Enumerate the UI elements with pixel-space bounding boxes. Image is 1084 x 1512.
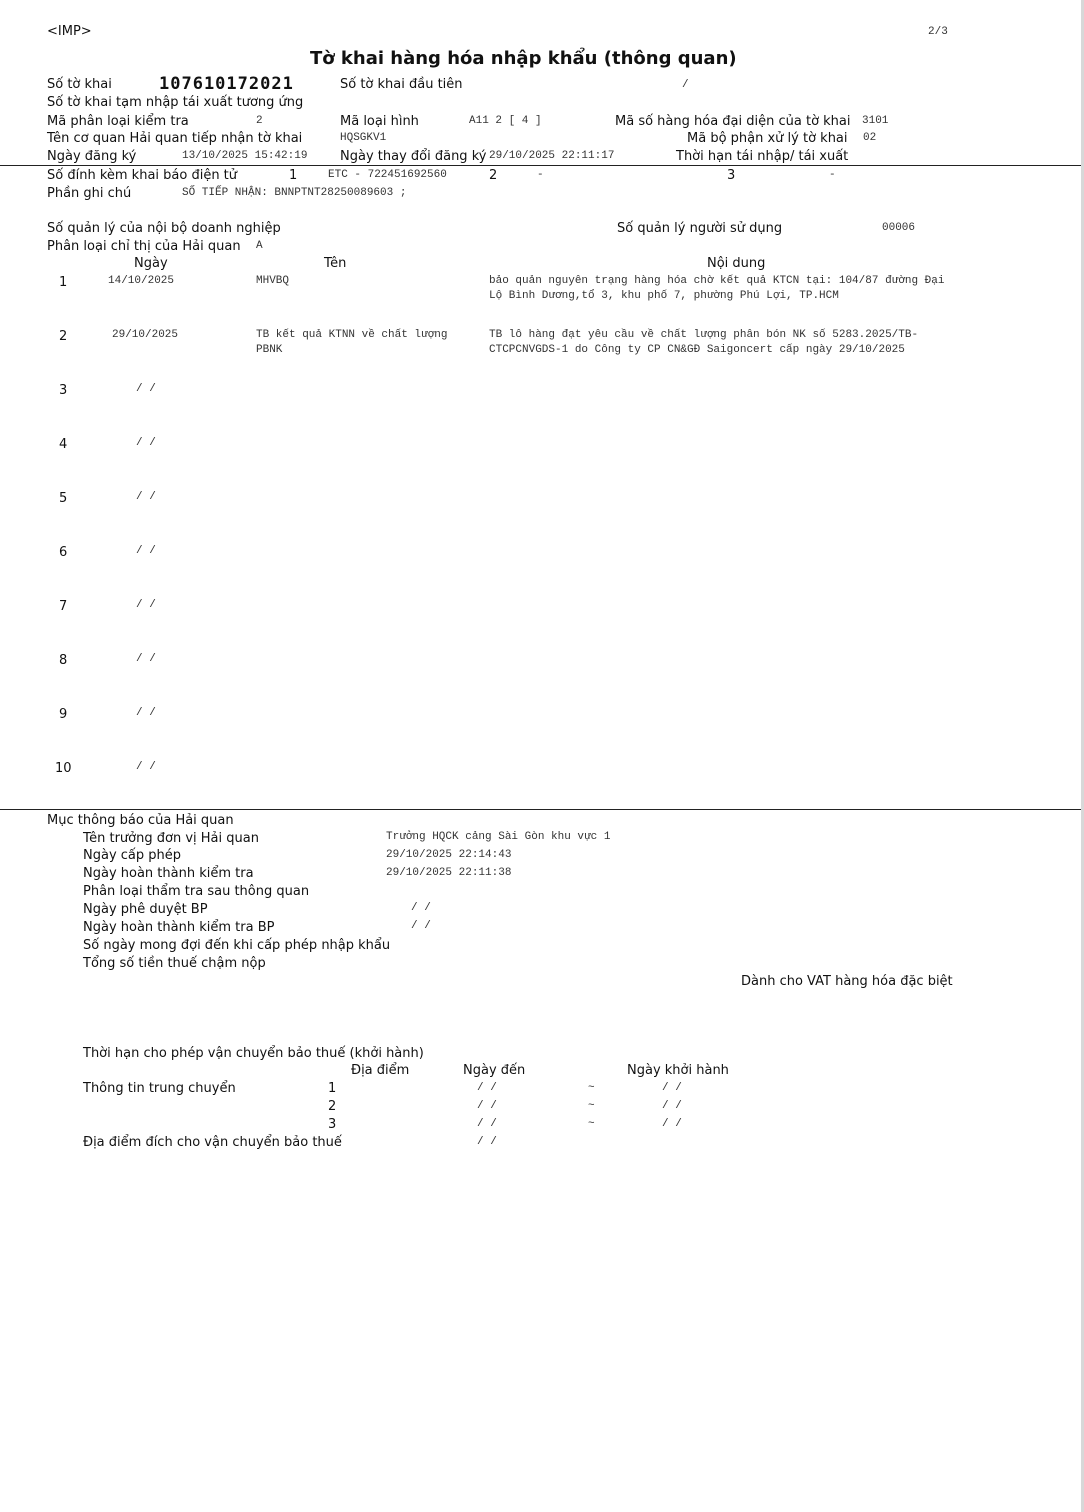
ngay-thay-doi-label: Ngày thay đổi đăng ký xyxy=(340,149,487,164)
so-to-khai-dau-tien-value: / xyxy=(682,79,689,91)
instruction-row-content: bảo quản nguyên trạng hàng hóa chờ kết quả KTCN tại: 104/87 đường Đại Lộ Bình Dương,tổ 3, khu phố 7, phường Phú Lợi, TP.HCM xyxy=(489,275,945,302)
instruction-row-content: TB lô hàng đạt yêu cầu về chất lượng phân bón NK số 5283.2025/TB-CTCPCNVGDS-1 do Công ty CP CN&GĐ Saigoncert cấp ngày 29/10/2025 xyxy=(489,329,919,356)
so-ngay-mong-doi-label: Số ngày mong đợi đến khi cấp phép nhập khẩu xyxy=(83,938,391,953)
so-to-khai-label: Số tờ khai xyxy=(47,77,112,92)
ghi-chu-label: Phần ghi chú xyxy=(47,186,132,201)
ghi-chu-value: SỐ TIẾP NHẬN: BNNPTNT28250089603 ; xyxy=(182,187,407,199)
divider-middle xyxy=(0,809,1084,810)
instruction-row-no: 6 xyxy=(59,545,68,560)
ten-co-quan-value: HQSGKV1 xyxy=(340,132,387,144)
col-ten: Tên xyxy=(324,256,347,271)
col-ngay-khoi-hanh: Ngày khởi hành xyxy=(627,1063,729,1078)
ma-so-hang-hoa-label: Mã số hàng hóa đại diện của tờ khai xyxy=(615,114,851,129)
instruction-row-name: TB kết quả KTNN về chất lượng PBNK xyxy=(256,329,448,356)
noi-bo-label: Số quản lý của nội bộ doanh nghiệp xyxy=(47,221,281,236)
transit-row-sep: ~ xyxy=(588,1082,595,1094)
ngay-hoan-thanh-bp-label: Ngày hoàn thành kiểm tra BP xyxy=(83,920,275,935)
instruction-row-no: 3 xyxy=(59,383,68,398)
ma-loai-hinh-label: Mã loại hình xyxy=(340,114,419,129)
page-number: 2/3 xyxy=(928,26,948,38)
transit-row-arrive: / / xyxy=(477,1082,497,1094)
phan-loai-chi-thi-value: A xyxy=(256,240,263,252)
transit-row-sep: ~ xyxy=(588,1100,595,1112)
transit-row-arrive: / / xyxy=(477,1118,497,1130)
ngay-phe-duyet-bp-value: / / xyxy=(411,902,431,914)
page-title: Tờ khai hàng hóa nhập khẩu (thông quan) xyxy=(310,48,737,69)
truong-don-vi-value: Trưởng HQCK cảng Sài Gòn khu vực 1 xyxy=(386,831,611,843)
tam-nhap-label: Số tờ khai tạm nhập tái xuất tương ứng xyxy=(47,95,304,110)
ngay-hoan-thanh-value: 29/10/2025 22:11:38 xyxy=(386,867,512,879)
instruction-row-date: / / xyxy=(136,707,156,719)
instruction-row-date: / / xyxy=(136,437,156,449)
transit-row-arrive: / / xyxy=(477,1100,497,1112)
instruction-row-date: / / xyxy=(136,599,156,611)
dinh-kem-value-3: - xyxy=(829,169,836,181)
ngay-hoan-thanh-bp-value: / / xyxy=(411,920,431,932)
thoi-han-tai-nhap-label: Thời hạn tái nhập/ tái xuất xyxy=(676,149,849,164)
instruction-row-no: 5 xyxy=(59,491,68,506)
ngay-cap-phep-label: Ngày cấp phép xyxy=(83,848,182,863)
instruction-row-date: 14/10/2025 xyxy=(108,275,175,287)
instruction-row-date: / / xyxy=(136,545,156,557)
col-ngay-den: Ngày đến xyxy=(463,1063,526,1078)
dinh-kem-label: Số đính kèm khai báo điện tử xyxy=(47,168,238,183)
so-to-khai-value: 107610172021 xyxy=(159,74,294,94)
instruction-row-no: 7 xyxy=(59,599,68,614)
ma-loai-hinh-value: A11 2 [ 4 ] xyxy=(469,115,542,127)
ngay-phe-duyet-bp-label: Ngày phê duyệt BP xyxy=(83,902,208,917)
transit-row-no: 1 xyxy=(328,1081,337,1096)
ma-phan-loai-kiem-tra-value: 2 xyxy=(256,115,263,127)
dinh-kem-idx-3: 3 xyxy=(727,168,736,183)
instruction-row-date: 29/10/2025 xyxy=(112,329,179,341)
instruction-row-no: 4 xyxy=(59,437,68,452)
ma-phan-loai-kiem-tra-label: Mã phân loại kiểm tra xyxy=(47,114,189,129)
transit-row-depart: / / xyxy=(662,1100,682,1112)
nguoi-su-dung-value: 00006 xyxy=(882,222,916,234)
instruction-row-no: 1 xyxy=(59,275,68,290)
phan-loai-tham-tra-label: Phân loại thẩm tra sau thông quan xyxy=(83,884,310,899)
dinh-kem-idx-1: 1 xyxy=(289,168,298,183)
dinh-kem-value-1: ETC - 722451692560 xyxy=(328,169,447,181)
col-noi-dung: Nội dung xyxy=(707,256,766,271)
instruction-row-date: / / xyxy=(136,491,156,503)
instruction-row-no: 8 xyxy=(59,653,68,668)
nguoi-su-dung-label: Số quản lý người sử dụng xyxy=(617,221,783,236)
ma-bo-phan-label: Mã bộ phận xử lý tờ khai xyxy=(687,131,848,146)
ngay-dang-ky-value: 13/10/2025 15:42:19 xyxy=(182,150,308,162)
dia-diem-dich-value: / / xyxy=(477,1136,497,1148)
muc-thong-bao-label: Mục thông báo của Hải quan xyxy=(47,813,234,828)
doc-code: <IMP> xyxy=(47,24,92,39)
instruction-row-name: MHVBQ xyxy=(256,275,290,287)
dia-diem-dich-label: Địa điểm đích cho vận chuyển bảo thuế xyxy=(83,1135,342,1150)
tong-so-tien-label: Tổng số tiền thuế chậm nộp xyxy=(83,956,266,971)
ngay-thay-doi-value: 29/10/2025 22:11:17 xyxy=(489,150,615,162)
truong-don-vi-label: Tên trưởng đơn vị Hải quan xyxy=(83,831,259,846)
transit-row-sep: ~ xyxy=(588,1118,595,1130)
trung-chuyen-label: Thông tin trung chuyển xyxy=(83,1081,236,1096)
ngay-hoan-thanh-label: Ngày hoàn thành kiểm tra xyxy=(83,866,254,881)
col-dia-diem: Địa điểm xyxy=(351,1063,410,1078)
instruction-row-date: / / xyxy=(136,383,156,395)
ngay-dang-ky-label: Ngày đăng ký xyxy=(47,149,137,164)
transit-row-no: 2 xyxy=(328,1099,337,1114)
transit-row-no: 3 xyxy=(328,1117,337,1132)
instruction-row-no: 10 xyxy=(55,761,72,776)
dinh-kem-value-2: - xyxy=(537,169,544,181)
transit-row-depart: / / xyxy=(662,1118,682,1130)
so-to-khai-dau-tien-label: Số tờ khai đầu tiên xyxy=(340,77,463,92)
divider-top xyxy=(0,165,1084,166)
ma-so-hang-hoa-value: 3101 xyxy=(862,115,889,127)
instruction-row-date: / / xyxy=(136,761,156,773)
phan-loai-chi-thi-label: Phân loại chỉ thị của Hải quan xyxy=(47,239,241,254)
ngay-cap-phep-value: 29/10/2025 22:14:43 xyxy=(386,849,512,861)
instruction-row-no: 2 xyxy=(59,329,68,344)
instruction-row-no: 9 xyxy=(59,707,68,722)
thoi-han-van-chuyen-label: Thời hạn cho phép vận chuyển bảo thuế (khởi hành) xyxy=(83,1046,424,1061)
vat-label: Dành cho VAT hàng hóa đặc biệt xyxy=(741,974,953,989)
instruction-row-date: / / xyxy=(136,653,156,665)
ma-bo-phan-value: 02 xyxy=(863,132,877,144)
transit-row-depart: / / xyxy=(662,1082,682,1094)
ten-co-quan-label: Tên cơ quan Hải quan tiếp nhận tờ khai xyxy=(47,131,303,146)
dinh-kem-idx-2: 2 xyxy=(489,168,498,183)
col-ngay: Ngày xyxy=(134,256,168,271)
